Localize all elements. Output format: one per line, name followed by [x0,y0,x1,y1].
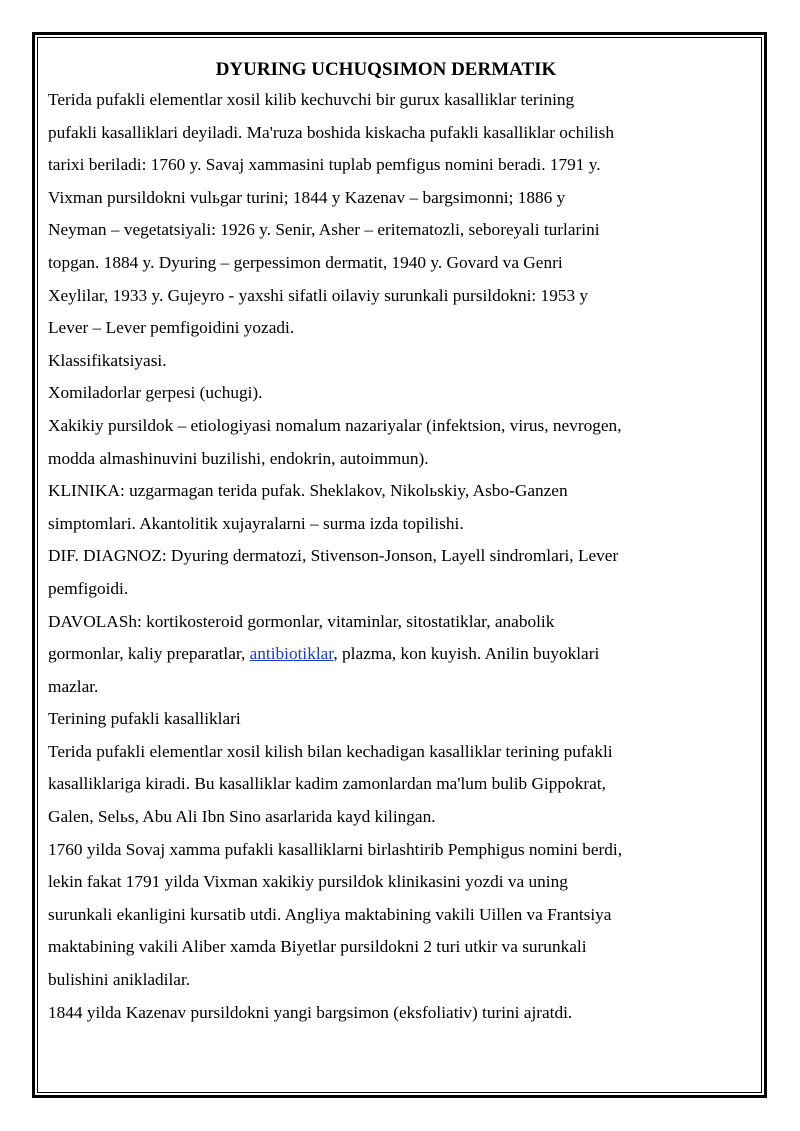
treatment-text-after: , plazma, kon kuyish. Anilin buyoklari mazlar. [48,644,600,696]
treatment-paragraph [48,606,758,704]
section-heading-blister-diseases: Terining pufakli kasalliklari [48,709,241,729]
diff-diagnosis-paragraph: DIF. DIAGNOZ: Dyuring dermatozi, Stivenson-Jonson, Layell sindromlari, Lever pemfigoidi. [48,546,619,598]
intro-paragraph: Terida pufakli elementlar xosil kilib kechuvchi bir gurux kasalliklar terining pufakli kasalliklari deyiladi. Ma'ruza boshida kiskacha pufakli kasalliklar ochilish tarixi beriladi: 1760 y. Savaj xammasini tuplab pemfigus nomini beradi. 1791 y. Vixman pursildokni vulьgar turini; 1844 y Kazenav – bargsimonni; 1886 y Neyman – vegetatsiyali: 1926 y. Senir, Asher – eritematozli, seboreyali turlarini topgan. 1884 y. Dyuring – gerpessimon dermatit, 1940 y. Govard va Genri Xeylilar, 1933 y. Gujeyro - yaxshi sifatli oilaviy surunkali pursildokni: 1953 y Lever – Lever pemfigoidini yozadi. [48,90,615,338]
history-paragraph: Terida pufakli elementlar xosil kilish bilan kechadigan kasalliklar terining pufakli kasalliklariga kiradi. Bu kasalliklar kadim zamonlardan ma'lum bulib Gippokrat, Galen, Selьs, Abu Ali Ibn Sino asarlarida kayd kilingan. [48,741,613,827]
document-title: DYURING UCHUQSIMON DERMATIK [215,59,557,80]
antibiotics-link[interactable]: antibiotiklar [249,644,334,664]
treatment-text-before: DAVOLASh: kortikosteroid gormonlar, vitaminlar, sitostatiklar, anabolik gormonlar, kaliy preparatlar, [48,611,555,664]
kazenav-paragraph: 1844 yilda Kazenav pursildokni yangi bargsimon (eksfoliativ) turini ajratdi. [48,1002,573,1022]
true-pemphigus-paragraph: Xakikiy pursildok – etiologiyasi nomalum nazariyalar (infektsion, virus, nevrogen, modda almashinuvini buzilishi, endokrin, autoimmun). [48,415,622,468]
clinic-paragraph: KLINIKA: uzgarmagan terida pufak. Sheklakov, Nikolьskiy, Asbo-Ganzen simptomlari. Akantolitik xujayralarni – surma izda topilishi. [48,481,568,533]
pregnancy-herpes-item: Xomiladorlar gerpesi (uchugi). [48,383,263,403]
document-body [48,56,758,1029]
classification-heading: Klassifikatsiyasi. [48,350,167,370]
pemphigus-history-paragraph: 1760 yilda Sovaj xamma pufakli kasalliklarni birlashtirib Pemphigus nomini berdi, lekin fakat 1791 yilda Vixman xakikiy pursildok klinikasini yozdi va uning surunkali ekanligini kursatib utdi. Angliya maktabining vakili Uillen va Frantsiya maktabining vakili Aliber xamda Biyetlar pursildokni 2 turi utkir va surunkali bulishini anikladilar. [48,839,623,990]
